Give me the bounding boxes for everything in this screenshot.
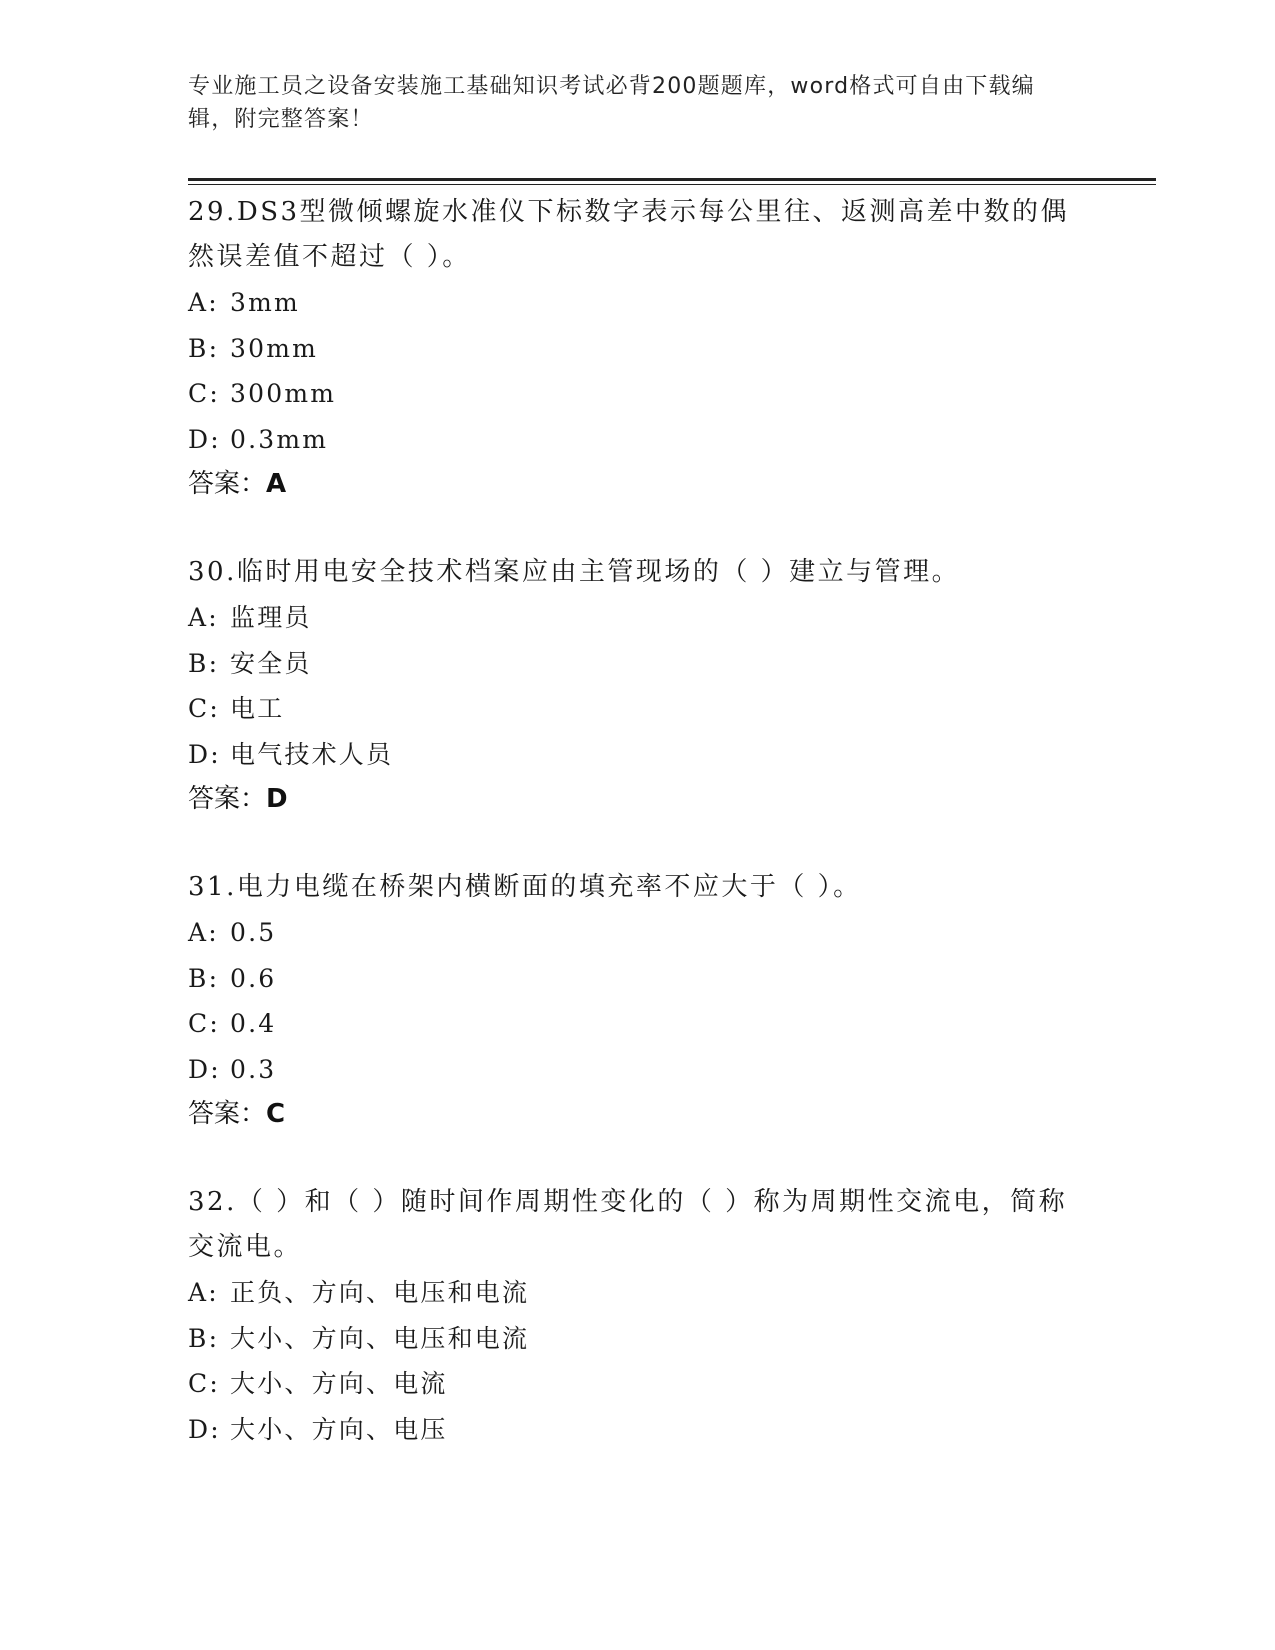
option-text: 大小、方向、电压 xyxy=(230,1414,448,1444)
option-a xyxy=(188,595,1088,641)
question-spacer xyxy=(188,821,1088,863)
answer-label: 答案： xyxy=(188,1099,267,1129)
option-key: D: xyxy=(188,739,221,769)
option-key: A: xyxy=(188,288,219,317)
option-text: 大小、方向、电流 xyxy=(230,1369,448,1398)
option-text: 300mm xyxy=(230,379,337,408)
option-b xyxy=(188,641,1088,687)
answer-value: A xyxy=(266,469,287,499)
question-31 xyxy=(188,863,1088,1136)
option-c xyxy=(188,1361,1088,1407)
option-text: 0.3 xyxy=(230,1054,277,1084)
question-29 xyxy=(188,188,1088,506)
answer-label: 答案： xyxy=(188,469,267,499)
header-divider-thick xyxy=(188,178,1156,181)
option-text: 电气技术人员 xyxy=(230,739,394,769)
option-key: C: xyxy=(188,379,220,408)
option-text: 0.5 xyxy=(230,918,277,947)
option-text: 监理员 xyxy=(230,603,312,632)
option-c xyxy=(188,1001,1088,1047)
option-d xyxy=(188,1407,1088,1453)
answer-line xyxy=(188,1092,1088,1136)
question-32 xyxy=(188,1178,1088,1452)
option-b xyxy=(188,956,1088,1002)
option-d xyxy=(188,732,1088,778)
question-30 xyxy=(188,548,1088,821)
option-text: 30mm xyxy=(230,333,319,363)
option-d xyxy=(188,1047,1088,1093)
option-key: D: xyxy=(188,1414,221,1444)
answer-value: C xyxy=(266,1099,286,1129)
header-divider-thin xyxy=(188,184,1156,185)
option-key: C: xyxy=(188,1009,220,1038)
option-text: 安全员 xyxy=(230,648,312,678)
option-b xyxy=(188,1316,1088,1362)
option-key: D: xyxy=(188,424,221,454)
answer-value: D xyxy=(266,784,288,814)
option-text: 0.3mm xyxy=(230,424,329,454)
answer-label: 答案： xyxy=(188,784,267,814)
question-stem: 32.（ ）和（ ）随时间作周期性变化的（ ）称为周期性交流电，简称交流电。 xyxy=(188,1187,1068,1262)
option-text: 3mm xyxy=(230,288,300,317)
option-key: B: xyxy=(188,1323,220,1353)
option-text: 0.6 xyxy=(230,963,277,993)
question-spacer xyxy=(188,506,1088,548)
option-a xyxy=(188,910,1088,956)
option-text: 正负、方向、电压和电流 xyxy=(230,1278,530,1307)
option-d xyxy=(188,417,1088,463)
option-key: C: xyxy=(188,694,220,723)
answer-line xyxy=(188,462,1088,506)
answer-line xyxy=(188,777,1088,821)
option-text: 电工 xyxy=(230,694,285,723)
option-key: B: xyxy=(188,648,220,678)
option-a xyxy=(188,280,1088,326)
option-b xyxy=(188,326,1088,372)
question-stem: 30.临时用电安全技术档案应由主管现场的（ ）建立与管理。 xyxy=(188,557,961,587)
option-key: D: xyxy=(188,1054,221,1084)
option-key: A: xyxy=(188,603,219,632)
question-stem: 31.电力电缆在桥架内横断面的填充率不应大于（ ）。 xyxy=(188,872,862,902)
option-text: 0.4 xyxy=(230,1009,277,1038)
document-header: 专业施工员之设备安装施工基础知识考试必背200题题库，word格式可自由下载编辑，附完整答案！ xyxy=(188,74,1035,132)
option-text: 大小、方向、电压和电流 xyxy=(230,1323,530,1353)
option-key: A: xyxy=(188,918,219,947)
option-key: C: xyxy=(188,1369,220,1398)
option-c xyxy=(188,371,1088,417)
option-a xyxy=(188,1270,1088,1316)
question-stem: 29.DS3型微倾螺旋水准仪下标数字表示每公里往、返测高差中数的偶然误差值不超过（ ）。 xyxy=(188,197,1070,272)
option-key: A: xyxy=(188,1278,219,1307)
option-key: B: xyxy=(188,963,220,993)
option-key: B: xyxy=(188,333,220,363)
option-c xyxy=(188,686,1088,732)
question-list xyxy=(188,188,1088,1452)
question-spacer xyxy=(188,1136,1088,1178)
